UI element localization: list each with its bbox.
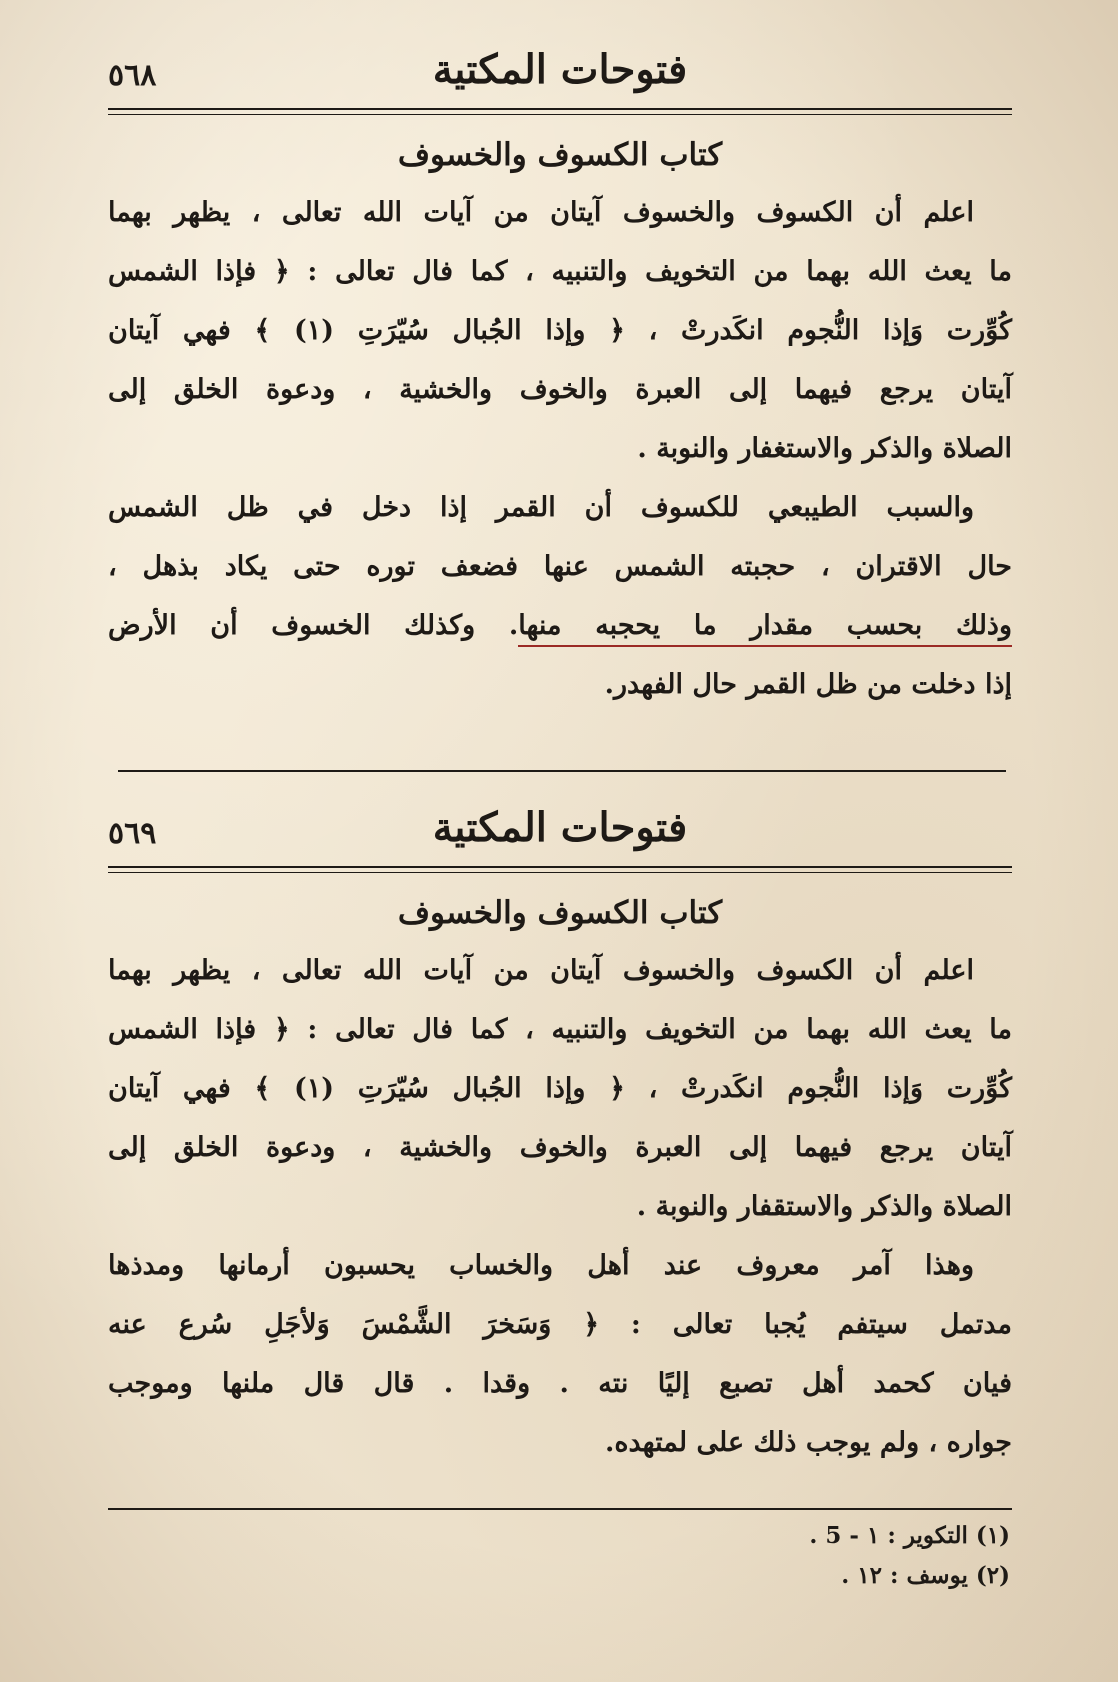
text-line: آيتان يرجع فيهما إلى العبرة والخوف والخشية ، ودعوة الخلق إلى [108,374,1012,405]
text-line: مدتمل سيتفم يُجبا تعالى : ﴿ وَسَخرَ الشَّمْسَ وَلأجَلِ سُرع عنه [108,1309,1012,1340]
page-top [108,38,1012,714]
text-line: جواره ، ولم يوجب ذلك على لمتهده. [604,1427,1012,1458]
paragraph [108,478,1012,714]
page-bottom [108,796,1012,1472]
page-number: ٥٦٩ [108,816,157,851]
running-title: فتوحات المكتية [432,46,688,93]
text-line: ما يعث الله بهما من التخويف والتنبيه ، كما فال تعالى : ﴿ فإذا الشمس [108,256,1012,287]
page-number: ٥٦٨ [108,58,157,93]
header-rule [108,866,1012,873]
text-line [108,596,1012,655]
text-line: كُوِّرت وَإذا النُّجوم انكَدرتْ ، ﴿ وإذا الجُبال سُيّرَتِ (١) ﴾ فهي آيتان [108,1073,1012,1104]
underlined-phrase: وذلك بحسب مقدار ما يحجبه منها [518,610,1012,647]
page-divider [118,770,1006,772]
footnote: (٢) يوسف : ١٢ . [841,1562,1010,1589]
text-line: الصلاة والذكر والاستغفار والنوبة . [637,433,1012,464]
text-fragment: . وكذلك الخسوف أن الأرض [108,610,519,641]
text-line: اعلم أن الكسوف والخسوف آيتان من آيات الله تعالى ، يظهر بهما [108,197,974,228]
text-line: الصلاة والذكر والاستقفار والنوبة . [636,1191,1012,1222]
text-line: إذا دخلت من ظل القمر حال الفهدر. [604,669,1012,700]
text-line: والسبب الطيبعي للكسوف أن القمر إذا دخل في ظل الشمس [108,492,974,523]
paragraph [108,941,1012,1236]
running-title: فتوحات المكتية [432,804,688,851]
running-header [108,796,1012,866]
footnote-rule [108,1508,1012,1510]
footnotes [610,1516,1010,1596]
paragraph [108,1236,1012,1472]
running-header [108,38,1012,108]
footnote: (١) التكوير : ١ - 5 . [809,1522,1010,1549]
text-line: ما يعث الله بهما من التخويف والتنبيه ، كما فال تعالى : ﴿ فإذا الشمس [108,1014,1012,1045]
text-line: اعلم أن الكسوف والخسوف آيتان من آيات الله تعالى ، يظهر بهما [108,955,974,986]
chapter-title: كتاب الكسوف والخسوف [397,895,723,931]
paragraph [108,183,1012,478]
text-line: كُوِّرت وَإذا النُّجوم انكَدرتْ ، ﴿ وإذا الجُبال سُيّرَتِ (١) ﴾ فهي آيتان [108,315,1012,346]
text-line: فيان كحمد أهل تصبع إليًا نته . وقدا . قال قال ملنها وموجب [108,1368,1012,1399]
text-line: آيتان يرجع فيهما إلى العبرة والخوف والخشية ، ودعوة الخلق إلى [108,1132,1012,1163]
text-line: وهذا آمر معروف عند أهل والخساب يحسبون أرمانها ومدذها [108,1250,974,1281]
header-rule [108,108,1012,115]
text-line: حال الاقتران ، حجبته الشمس عنها فضعف توره حتى يكاد بذهل ، [108,551,1012,582]
chapter-title: كتاب الكسوف والخسوف [397,137,723,173]
